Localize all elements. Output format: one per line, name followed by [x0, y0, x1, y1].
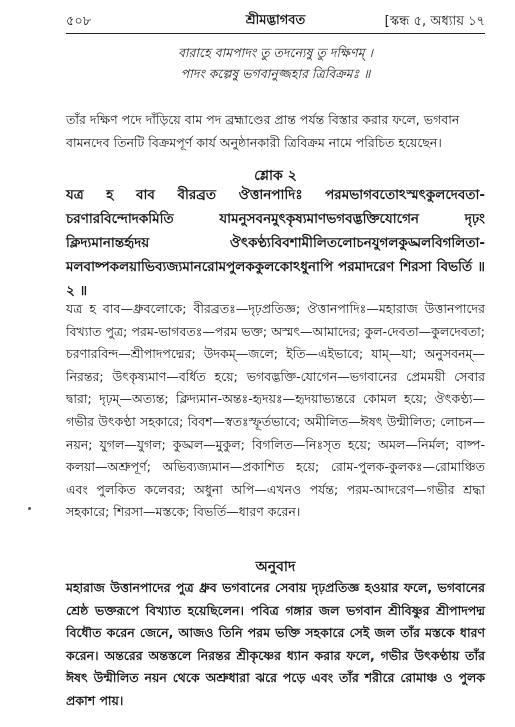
- shloka-heading: শ্লোক ২: [254, 168, 297, 184]
- quoted-verse: [66, 42, 485, 84]
- shloka-text: যত্র হ বাব বীরব্রত ঔত্তানপাদিঃ পরমভাগবতোঽস্মৎকুলদেবতা- চরণারবিন্দোদকমিতি যামনুসবনমুৎকৃষ্যমাণভগবদ্ভক্তিযোগেন দৃঢ়ং ক্লিদ্যমানান্তর্হৃদয় ঔৎকণ্ঠ্যবিবশামীলিতলোচনযুগলকুড্মলবিগলিতা- মলবাষ্পকলয়াভিব্যজ্যমানরোমপুলককুলকোঽধুনাপি পরমাদরেণ শিরসা বিভর্তি ॥ ২ ॥: [66, 187, 485, 299]
- book-title: শ্রীমদ্ভাগবত: [245, 13, 306, 28]
- header-rule: [66, 33, 485, 34]
- chapter-reference: [স্কন্ধ ৫, অধ্যায় ১৭: [384, 14, 485, 29]
- running-header: [66, 10, 485, 32]
- anuvad-text: মহারাজ উত্তানপাদের পুত্র ধ্রুব ভগবানের সেবায় দৃঢ়প্রতিজ্ঞ হওয়ার ফলে, ভগবানের শ্রেষ্ঠ ভক্তরূপে বিখ্যাত হয়েছিলেন। পবিত্র গঙ্গার জল ভগবান শ্রীবিষ্ণুর শ্রীপাদপদ্ম বিধৌত করেন জেনে, আজও তিনি পরম ভক্তি সহকারে সেই জল তাঁর মস্তকে ধারণ করেন। অন্তরের অন্তস্তলে নিরন্তর শ্রীকৃষ্ণের ধ্যান করার ফলে, গভীর উৎকণ্ঠায় তাঁর ঈষৎ উন্মীলিত নয়ন থেকে অশ্রুধারা ঝরে পড়ে এবং তাঁর শরীরে রোমাঞ্চ ও পুলক প্রকাশ পায়।: [66, 580, 485, 708]
- quoted-verse-line: পাদং কল্পেষু ভগবানুজ্জহার ত্রিবিক্রমঃ ॥: [180, 66, 371, 81]
- word-by-word-synonyms: যত্র হ বাব—ধ্রুবলোকে; বীরব্রতঃ—দৃঢ়প্রতিজ্ঞ; ঔত্তানপাদিঃ—মহারাজ উত্তানপাদের বিখ্যাত পুত্র; পরম-ভাগবতঃ—পরম ভক্ত; অস্মৎ—আমাদের; কুল-দেবতা—কুলদেবতা; চরণারবিন্দ—শ্রীপাদপদ্মের; উদকম্—জলে; ইতি—এইভাবে; যাম্—যা; অনুসবনম্—নিরন্তর; উৎকৃষ্যমাণ—বর্ধিত হয়ে; ভগবদ্ভক্তি-যোগেন—ভগবানের প্রেমময়ী সেবার দ্বারা; দৃঢ়ম্—অত্যন্ত; ক্লিদ্যমান-অন্তঃ-হৃদয়ঃ—হৃদয়াভ্যন্তরে কোমল হয়ে; ঔৎকণ্ঠ্য—গভীর উৎকণ্ঠা সহকারে; বিবশ—স্বতঃস্ফূর্তভাবে; অমীলিত—ঈষৎ উন্মীলিত; লোচন—নয়ন; যুগল—যুগল; কুড্মল—মুকুল; বিগলিত—নিঃসৃত হয়ে; অমল—নির্মল; বাষ্প-কলয়া—অশ্রুপূর্ণ; অভিব্যজ্যমান—প্রকাশিত হয়ে; রোম-পুলক-কুলকঃ—রোমাঞ্চিত এবং পুলকিত কলেবর; অধুনা অপি—এখনও পর্যন্ত; পরম-আদরেণ—গভীর শ্রদ্ধা সহকারে; শিরসা—মস্তকে; বিভর্তি—ধারণ করেন।: [66, 301, 485, 520]
- quoted-verse-line: বারাহে বামপাদং তু তদন্যেষু তু দক্ষিণম্ ।: [177, 45, 374, 60]
- translation-paragraph: তাঁর দক্ষিণ পদে দাঁড়িয়ে বাম পদ ব্রহ্মাণ্ডের প্রান্ত পর্যন্ত বিস্তার করার ফলে, ভগবান বামনদেব তিনটি বিক্রমপূর্ণ কার্য অনুষ্ঠানকারী ত্রিবিক্রম নামে পরিচিত হয়েছেন।: [66, 112, 460, 150]
- margin-speck: [28, 507, 31, 510]
- page-number: ৫০৮: [66, 14, 92, 29]
- anuvad-heading: অনুবাদ: [255, 559, 296, 575]
